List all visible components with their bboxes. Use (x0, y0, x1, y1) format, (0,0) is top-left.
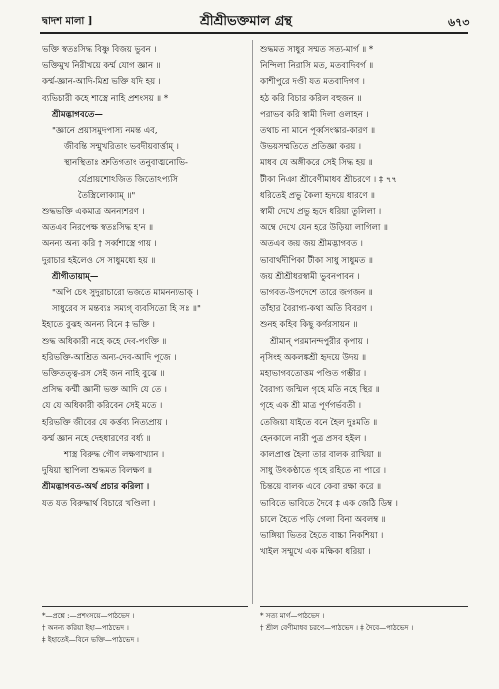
verse-line: মহাভাগবতোত্তম পণ্ডিত গম্ভীর । (260, 369, 367, 380)
verse-line: শাস্ত্র বিরুদ্ধ গৌণ লক্ষণাখ্যান । (64, 450, 165, 461)
right-column (260, 42, 470, 561)
verse-line: ভাগবত-উপদেশে তারে জগজন ॥ (260, 288, 373, 299)
verse-line: সাধুরেব স মন্তব্যঃ সম্যগ্ ব্যবসিতো হি সঃ ॥" (52, 304, 201, 315)
verse-line: কর্ম্ম-জ্ঞান-আদি-মিশ্র ভক্তি যদি হয় । (42, 77, 161, 88)
page-header (0, 12, 499, 34)
verse-line: হরিভক্তি জীবের যে কর্ত্তব্য নিত্যপ্রায় । (42, 417, 168, 428)
footnote-line: † অনন্য করিয়া ইহা—পাঠভেদ । (42, 624, 129, 632)
verse-line: ধরিতেই প্রভু কৈলা হৃদয়ে ধারণে ॥ (260, 190, 375, 201)
verse-line: হেনকালে নারী পুত্র প্রসব হইল । (260, 433, 367, 444)
header-rule (40, 32, 468, 34)
verse-line: কাশীপুরে দণ্ডী যত মতবাদিগণ । (260, 77, 365, 88)
verse-line: ভাঙ্গিয়া ভিতর হৈতে বাচ্চা নিকশিয়া । (260, 531, 384, 542)
footnote-line: † শ্রীল বেণীমাধব চরণে—পাঠভেদ । ‡ দৈবে—পাঠভেদ । (260, 624, 414, 632)
footnote-line: ‡ ইহাতেই—বিনে ভক্তি—পাঠভেদ । (42, 636, 139, 644)
verse-line: দুষিয়া স্থাপিলা শুদ্ধমত বিলক্ষণ ॥ (42, 466, 152, 477)
verse-line: অতএব জয় জয় শ্রীমদ্ভাগবত । (260, 239, 363, 250)
verse-line: পরাভব করি স্বামী দিলা ওলাহন । (260, 109, 369, 120)
verse-line: চিন্তয়ে বালক এবে কেবা রক্ষা করে ॥ (260, 482, 382, 493)
verse-line: শ্রীমদ্ভাগবত-অর্থ প্রচার করিলা । (42, 482, 150, 493)
verse-line: হঠ করি বিচার করিল বহুজন ॥ (260, 93, 362, 104)
verse-line: হরিভক্তি-আশ্রিত অন্য-দেব-আদি পূজে । (42, 352, 177, 363)
column-divider (252, 40, 253, 604)
verse-line: তৈস্ত্রিলোক্যাম্ ॥" (78, 190, 136, 201)
verse-line: চালে হৈতে পড়ি গেলা বিনা অবলম্ব ॥ (260, 514, 386, 525)
verse-line: "জ্ঞানে প্রয়াসমুদপাস্য নমন্ত এব, (52, 126, 158, 137)
verse-line: র্যেপ্রায়শোঽজিত জিতোঽপ্যসি (78, 174, 179, 185)
verse-line: খাইল সম্মুখে এক মক্ষিকা ধরিয়া । (260, 547, 371, 558)
verse-line: স্বামী দেখে প্রভু হৃদে ধরিয়া তুলিলা । (260, 207, 382, 218)
verse-line: ভক্তি স্বতঃসিদ্ধ বিষ্ণু বিজয় ভুবন । (42, 45, 157, 55)
footnote-rule-right (260, 606, 468, 607)
verse-line: শুদ্ধমত সাধুর সম্মত সত্য-মার্গ ॥ * (260, 45, 374, 55)
verse-line: ব্যভিচারী কহে শাস্ত্রে নাহি প্রশংসয় ॥ * (42, 93, 169, 104)
verse-line: ভক্তিমুখ নিরীখয়ে কর্ম্ম যোগ জ্ঞান ॥ (42, 61, 161, 72)
verse-line: জীবন্তি সন্মুখরিতাং ভবদীয়বার্ত্তাম্ । (64, 142, 179, 153)
verse-line: অতএব নিরপেক্ষ স্বতঃসিদ্ধ হ'ন ॥ (42, 223, 154, 234)
verse-line: প্রসিদ্ধ কর্ম্মী জ্ঞানী ভক্ত আদি যে তে । (42, 385, 167, 396)
verse-line: টীকা নিঞা শ্রীবেণীমাধব শ্রীচরণে । ‡ ৭৭ (260, 174, 397, 185)
verse-line: জয় শ্রীশ্রীধরস্বামী ভুবনপাবন । (260, 271, 360, 282)
verse-line: নৃসিংহ অকলঙ্কশ্রী হৃদয়ে উদয় ॥ (260, 352, 366, 363)
verse-line: অম্বে দেখে যেন হরে উড়িয়া লাগিলা ॥ (260, 223, 388, 234)
verse-line: শ্রীগীতায়াম্— (52, 271, 99, 282)
left-column (42, 42, 252, 512)
verse-line: শ্রীমদ্ভাগবতে— (52, 109, 103, 120)
verse-line: কর্ম্ম জ্ঞান নহে দেহধারণের বর্ধ্য ॥ (42, 433, 151, 444)
verse-line: শ্রীমান্ পরমানন্দপুরীর কৃপায় । (270, 336, 369, 347)
header-book-title: শ্রীশ্রীভক্তমাল গ্রন্থ (200, 14, 292, 29)
verse-line: বৈরাগ্য জন্মিল গৃহে মতি নহে স্থির ॥ (260, 385, 380, 396)
header-chapter: দ্বাদশ মালা ] (42, 16, 93, 27)
verse-line: নিন্দিলা নিরাসি মত, মতবাদিবর্গ ॥ (260, 61, 374, 72)
verse-line: তথাচ না মানে পূর্ব্বসংস্কার-কারণ ॥ (260, 126, 376, 137)
footnotes-left (42, 610, 252, 646)
verse-line: ইহাতে বুঝহ অনন্য বিনে ‡ ভক্তি । (42, 320, 155, 331)
verse-line: সাধু উৎকণ্ঠাতে গৃহে রহিতে না পারে । (260, 466, 387, 477)
verse-line: কালপ্রাপ্ত হৈলা তার বালক রাখিয়া ॥ (260, 450, 382, 461)
verse-line: স্থানস্থিতাঃ শ্রুতিগতাং তনুবাঙ্মনোভি- (64, 158, 188, 169)
verse-line: তাঁহার বৈরাগ্য-কথা অতি বিবরণ । (260, 304, 373, 315)
verse-line: ভাবিতে ভাবিতে দৈবে ‡ এক জেঠি ডিম্ব । (260, 498, 398, 509)
verse-line: "অপি চেৎ সুদুরাচারো ভজতে মামনন্যভাক্ । (52, 288, 199, 299)
verse-line: অনন্য অন্য করি † সর্ব্বশাস্ত্রে গায় । (42, 239, 157, 250)
verse-line: মাধব যে অঙ্গীকরে সেই সিদ্ধ হয় ॥ (260, 158, 373, 169)
footnote-line: * সত্য মার্গ—পাঠভেদ । (260, 612, 325, 620)
verse-line: দুরাচার হইলেও সে সাধুমধ্যে হয় ॥ (42, 255, 156, 266)
verse-line: শুদ্ধভক্তি একমাত্র অনন্যশরণ । (42, 207, 145, 218)
verse-line: শুদ্ধ অধিকারী নহে কহে দেব-পংক্তি ॥ (42, 336, 167, 347)
footnote-line: *—প্রশ্নে :—প্রশংসয়ে—পাঠভেদ । (42, 612, 135, 620)
verse-line: গৃহে এক শ্রী মাত্র পূর্ণগর্ভবতী । (260, 401, 362, 412)
verse-line: ভক্তিতত্ত্ব-রস সেই জন নাহি বুঝে ॥ (42, 369, 165, 380)
verse-line: শুনহ কহিব কিছু কর্ণরসায়ন ॥ (260, 320, 358, 331)
verse-line: উভয়সম্মতিতে প্রতিজ্ঞা করয় । (260, 142, 362, 153)
verse-line: তেজিয়া যাইতে বনে হৈল দুঃমতি ॥ (260, 417, 378, 428)
verse-line: ভাবার্থদীপিকা টীকা সাধু সাধুমত ॥ (260, 255, 373, 266)
verse-line: যত যত বিরুদ্ধার্থ বিচারে খণ্ডিলা । (42, 498, 156, 509)
footnotes-right (260, 610, 470, 634)
verse-line: যে যে অধিকারী করিবেন সেই মতে । (42, 401, 163, 412)
header-page-number: ৬৭৩ (448, 16, 470, 29)
footnote-rule-left (42, 606, 248, 607)
